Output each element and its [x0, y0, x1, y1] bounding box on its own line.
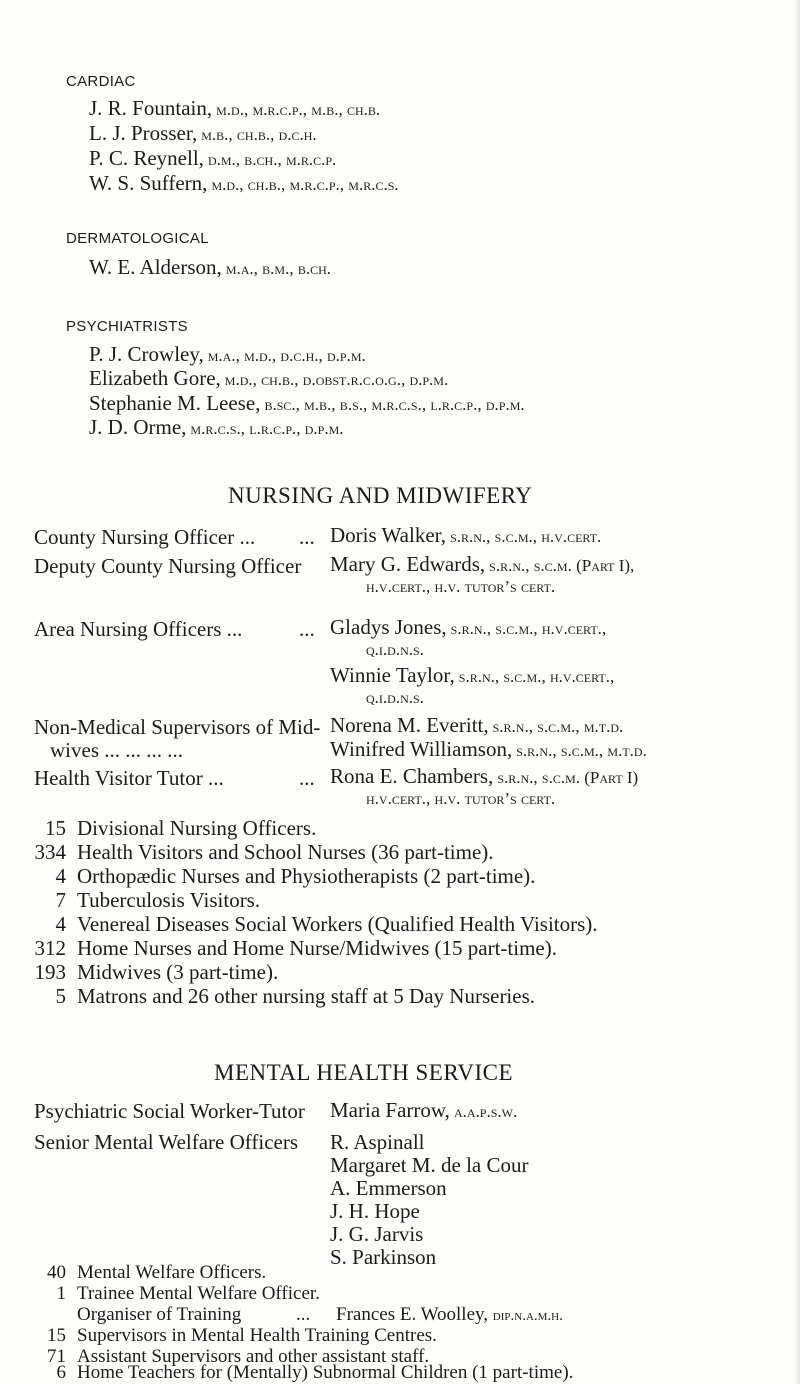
dermatological-heading: DERMATOLOGICAL — [66, 230, 209, 247]
staff-count: 334 — [34, 840, 66, 864]
qualifications: m.d., m.r.c.p., m.b., ch.b. — [216, 100, 381, 119]
staff-description: Tuberculosis Visitors. — [77, 888, 261, 912]
staff-description: Organiser of Training — [77, 1304, 242, 1325]
person-name: L. J. Prosser, — [89, 121, 198, 145]
qualifications: dip.n.a.m.h. — [492, 1308, 563, 1324]
staff-count: 40 — [47, 1262, 66, 1283]
staff-count: 312 — [34, 936, 66, 960]
qualifications: m.d., ch.b., m.r.c.p., m.r.c.s. — [211, 175, 399, 194]
qualifications: m.b., ch.b., d.c.h. — [201, 125, 317, 144]
person-name: Doris Walker, — [330, 523, 447, 547]
role-label: Health Visitor Tutor ... ... — [34, 766, 315, 790]
qualifications-continued: q.i.d.n.s. — [366, 640, 424, 659]
staff-description: Trainee Mental Welfare Officer. — [77, 1283, 320, 1304]
qualifications: s.r.n., s.c.m. (Part I), — [489, 556, 635, 575]
staff-count: 7 — [55, 888, 66, 912]
staff-count: 4 — [55, 864, 66, 888]
person-name: Winifred Williamson, — [330, 737, 513, 761]
mental-health-heading: MENTAL HEALTH SERVICE — [214, 1060, 513, 1085]
staff-count: 5 — [55, 984, 66, 1008]
role-holder — [330, 663, 614, 688]
staff-description: Venereal Diseases Social Workers (Qualified Health Visitors). — [77, 912, 598, 936]
list-item: A. Emmerson — [330, 1176, 447, 1200]
psychiatrist-entry — [89, 415, 344, 440]
role-holder — [330, 552, 634, 577]
role-holder — [330, 713, 623, 738]
person-name: Maria Farrow, — [330, 1098, 450, 1122]
role-holder — [330, 737, 647, 762]
role-holder — [330, 764, 638, 789]
person-name: P. J. Crowley, — [89, 342, 204, 366]
qualifications-continued: q.i.d.n.s. — [366, 688, 424, 707]
staff-count: 15 — [45, 816, 66, 840]
qualifications: s.r.n., s.c.m., m.t.d. — [492, 717, 624, 736]
staff-count: 15 — [47, 1325, 66, 1346]
list-item: R. Aspinall — [330, 1130, 425, 1154]
qualifications: s.r.n., s.c.m. (Part I) — [497, 768, 639, 787]
staff-description: Divisional Nursing Officers. — [77, 816, 317, 840]
staff-count: 193 — [34, 960, 66, 984]
staff-count: 71 — [47, 1346, 66, 1367]
cardiac-entry — [89, 146, 336, 171]
staff-description: Home Nurses and Home Nurse/Midwives (15 part-time). — [77, 936, 557, 960]
role-label: County Nursing Officer ... ... — [34, 525, 315, 549]
person-name: Rona E. Chambers, — [330, 764, 494, 788]
role-label: Non-Medical Supervisors of Mid- — [34, 715, 321, 739]
staff-description: Mental Welfare Officers. — [77, 1262, 267, 1283]
role-label-continued: wives ... ... ... ... — [50, 738, 183, 762]
role-label: Deputy County Nursing Officer — [34, 554, 302, 578]
role-label: Area Nursing Officers ... ... — [34, 617, 315, 641]
list-item: J. G. Jarvis — [330, 1222, 424, 1246]
qualifications: d.m., b.ch., m.r.c.p. — [207, 150, 337, 169]
qualifications: s.r.n., s.c.m., h.v.cert., — [450, 619, 607, 638]
staff-description: Orthopædic Nurses and Physiotherapists (2 part-time). — [77, 864, 536, 888]
person-name: Stephanie M. Leese, — [89, 391, 261, 415]
staff-count: 4 — [55, 912, 66, 936]
qualifications-continued: h.v.cert., h.v. tutor’s cert. — [366, 789, 556, 808]
role-holder — [336, 1304, 563, 1326]
person-name: Frances E. Woolley, — [336, 1304, 493, 1325]
qualifications-continued: h.v.cert., h.v. tutor’s cert. — [366, 577, 556, 596]
cardiac-entry — [89, 96, 380, 121]
qualifications: m.r.c.s., l.r.c.p., d.p.m. — [190, 419, 344, 438]
psychiatrists-heading: PSYCHIATRISTS — [66, 318, 188, 335]
staff-count: 1 — [56, 1283, 66, 1304]
role-holder — [330, 615, 606, 640]
person-name: Gladys Jones, — [330, 615, 447, 639]
psychiatrist-entry — [89, 391, 525, 416]
qualifications: a.a.p.s.w. — [453, 1102, 518, 1121]
qualifications: m.d., ch.b., d.obst.r.c.o.g., d.p.m. — [224, 370, 449, 389]
list-item: Margaret M. de la Cour — [330, 1153, 529, 1177]
list-item: J. H. Hope — [330, 1199, 420, 1223]
cardiac-entry — [89, 171, 399, 196]
person-name: Winnie Taylor, — [330, 663, 455, 687]
staff-description: Matrons and 26 other nursing staff at 5 Day Nurseries. — [77, 984, 536, 1008]
psychiatrist-entry — [89, 342, 366, 367]
page-edge-shadow — [794, 0, 800, 1384]
qualifications: s.r.n., s.c.m., h.v.cert., — [458, 667, 615, 686]
role-holder — [330, 523, 601, 548]
person-name: W. E. Alderson, — [89, 255, 222, 279]
qualifications: m.a., b.m., b.ch. — [225, 259, 331, 278]
person-name: P. C. Reynell, — [89, 146, 204, 170]
dermatological-entry — [89, 255, 331, 280]
leader-dots: ... — [296, 1304, 311, 1325]
person-name: W. S. Suffern, — [89, 171, 208, 195]
psychiatrist-entry — [89, 366, 448, 391]
staff-count: 6 — [56, 1362, 66, 1383]
staff-description: Assistant Supervisors and other assistant staff. — [77, 1346, 430, 1367]
person-name: Mary G. Edwards, — [330, 552, 486, 576]
staff-description: Supervisors in Mental Health Training Centres. — [77, 1325, 437, 1346]
person-name: Norena M. Everitt, — [330, 713, 489, 737]
qualifications: s.r.n., s.c.m., m.t.d. — [516, 741, 647, 760]
person-name: J. R. Fountain, — [89, 96, 213, 120]
role-label: Psychiatric Social Worker-Tutor — [34, 1099, 305, 1123]
cardiac-heading: CARDIAC — [66, 73, 136, 90]
person-name: Elizabeth Gore, — [89, 366, 221, 390]
qualifications: b.sc., m.b., b.s., m.r.c.s., l.r.c.p., d.p.m. — [264, 395, 525, 414]
staff-description: Health Visitors and School Nurses (36 part-time). — [77, 840, 494, 864]
role-label: Senior Mental Welfare Officers — [34, 1130, 299, 1154]
staff-description: Midwives (3 part-time). — [77, 960, 279, 984]
qualifications: m.a., m.d., d.c.h., d.p.m. — [207, 346, 366, 365]
cardiac-entry — [89, 121, 317, 146]
staff-description: Home Teachers for (Mentally) Subnormal Children (1 part-time). — [77, 1362, 574, 1383]
role-holder — [330, 1098, 517, 1123]
nursing-heading: NURSING AND MIDWIFERY — [228, 483, 533, 508]
list-item: S. Parkinson — [330, 1245, 437, 1269]
qualifications: s.r.n., s.c.m., h.v.cert. — [450, 527, 602, 546]
person-name: J. D. Orme, — [89, 415, 187, 439]
